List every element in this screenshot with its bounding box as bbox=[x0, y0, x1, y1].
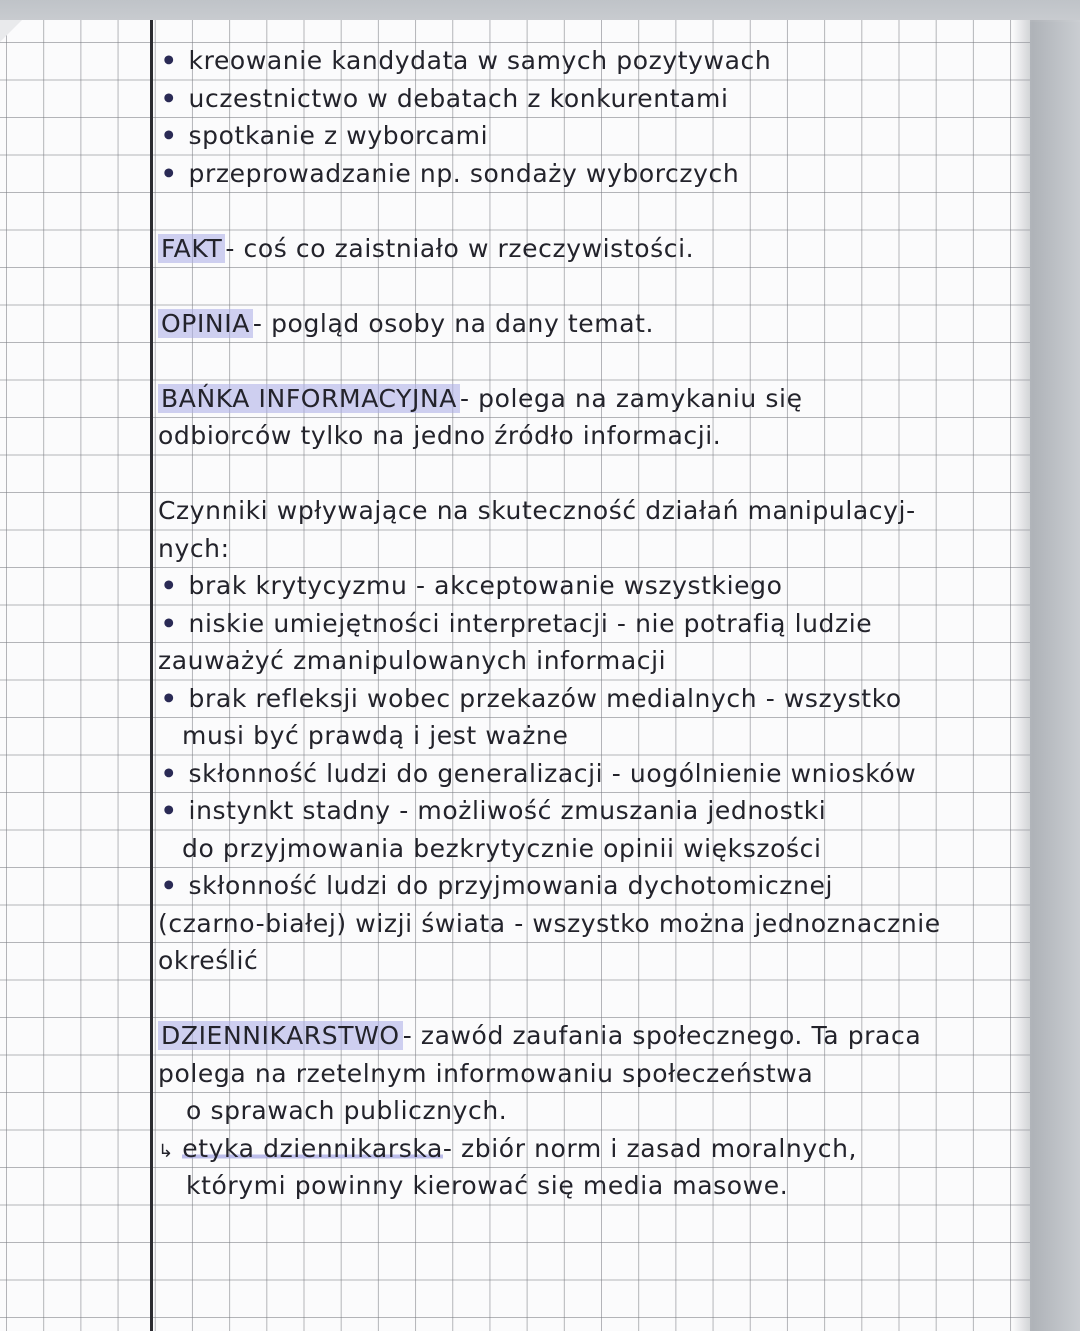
factors-heading-continuation bbox=[158, 530, 1063, 568]
factor-text: brak krytycyzmu - akceptowanie wszystkiego bbox=[188, 571, 783, 600]
factor-text: do przyjmowania bezkrytycznie opinii większości bbox=[182, 833, 822, 863]
bullet-text: uczestnictwo w debatach z konkurentami bbox=[188, 83, 729, 113]
bullet-line bbox=[158, 117, 1063, 155]
factor-item-continuation bbox=[158, 905, 1063, 943]
term-highlight: OPINIA bbox=[158, 309, 253, 338]
factor-text: zauważyć zmanipulowanych informacji bbox=[158, 646, 667, 675]
bullet-line bbox=[158, 80, 1063, 118]
definition-continuation bbox=[158, 1055, 1063, 1093]
bullet-line bbox=[158, 42, 1063, 80]
factor-text: określić bbox=[158, 946, 259, 975]
definition-opinia bbox=[158, 305, 1063, 343]
factor-item-continuation bbox=[158, 642, 1063, 680]
bullet-icon: • bbox=[160, 121, 178, 150]
definition-text: - polega na zamykaniu się bbox=[459, 383, 803, 413]
definition-text: - coś co zaistniało w rzeczywistości. bbox=[225, 233, 695, 263]
factor-item bbox=[158, 680, 1063, 718]
bullet-line bbox=[158, 155, 1063, 193]
heading-text: Czynniki wpływające na skuteczność działań manipulacyj- bbox=[158, 496, 916, 525]
factor-item-continuation bbox=[158, 717, 1063, 755]
bullet-icon: • bbox=[160, 608, 178, 638]
definition-text: którymi powinny kierować się media masowe. bbox=[186, 1171, 789, 1200]
definition-etyka bbox=[158, 1130, 1063, 1168]
scan-top-band bbox=[0, 0, 1080, 22]
bullet-text: spotkanie z wyborcami bbox=[188, 121, 489, 150]
factors-heading bbox=[158, 492, 1063, 530]
definition-continuation bbox=[158, 1092, 1063, 1130]
factor-text: skłonność ludzi do generalizacji - uogólnienie wniosków bbox=[188, 758, 917, 788]
factor-item bbox=[158, 867, 1063, 905]
bullet-icon: • bbox=[160, 683, 178, 713]
bullet-text: kreowanie kandydata w samych pozytywach bbox=[188, 46, 772, 75]
handwritten-notes bbox=[158, 42, 1063, 1205]
bullet-icon: • bbox=[160, 571, 178, 600]
bullet-text: przeprowadzanie np. sondaży wyborczych bbox=[188, 158, 740, 188]
factor-item bbox=[158, 605, 1063, 643]
definition-text: o sprawach publicznych. bbox=[186, 1096, 508, 1125]
factor-text: niskie umiejętności interpretacji - nie potrafią ludzie bbox=[188, 608, 873, 638]
factor-text: skłonność ludzi do przyjmowania dychotomicznej bbox=[188, 871, 834, 900]
definition-banka bbox=[158, 380, 1063, 418]
factor-item bbox=[158, 755, 1063, 793]
bullet-icon: • bbox=[160, 871, 178, 900]
folded-corner bbox=[0, 20, 22, 42]
term-highlight: FAKT bbox=[158, 234, 225, 263]
term-highlight: DZIENNIKARSTWO bbox=[158, 1021, 403, 1050]
definition-continuation bbox=[158, 1167, 1063, 1205]
bullet-icon: • bbox=[160, 46, 178, 75]
definition-text: odbiorców tylko na jedno źródło informacji. bbox=[158, 421, 722, 450]
bullet-icon: • bbox=[160, 796, 178, 825]
definition-fakt bbox=[158, 230, 1063, 268]
definition-text: - pogląd osoby na dany temat. bbox=[252, 308, 655, 338]
definition-dziennikarstwo bbox=[158, 1017, 1063, 1055]
bullet-icon: • bbox=[160, 158, 178, 188]
definition-text: polega na rzetelnym informowaniu społeczeństwa bbox=[158, 1058, 814, 1088]
definition-text: - zawód zaufania społecznego. Ta praca bbox=[402, 1021, 922, 1050]
factor-item bbox=[158, 567, 1063, 605]
margin-line bbox=[150, 20, 153, 1331]
term-underline-highlight: etyka dziennikarska bbox=[182, 1133, 443, 1163]
factor-item-continuation bbox=[158, 830, 1063, 868]
heading-text: nych: bbox=[158, 533, 230, 563]
bullet-icon: • bbox=[160, 83, 178, 113]
factor-text: musi być prawdą i jest ważne bbox=[182, 721, 569, 750]
bullet-icon: • bbox=[160, 758, 178, 788]
factor-text: brak refleksji wobec przekazów medialnych - wszystko bbox=[188, 683, 902, 713]
definition-text: - zbiór norm i zasad moralnych, bbox=[442, 1133, 858, 1163]
factor-text: (czarno-białej) wizji świata - wszystko można jednoznacznie bbox=[158, 908, 941, 938]
factor-text: instynkt stadny - możliwość zmuszania jednostki bbox=[188, 796, 827, 825]
factor-item-continuation bbox=[158, 942, 1063, 980]
term-highlight: BAŃKA INFORMACYJNA bbox=[158, 384, 460, 413]
arrow-icon: ↳ bbox=[158, 1140, 174, 1162]
definition-continuation bbox=[158, 417, 1063, 455]
factor-item bbox=[158, 792, 1063, 830]
